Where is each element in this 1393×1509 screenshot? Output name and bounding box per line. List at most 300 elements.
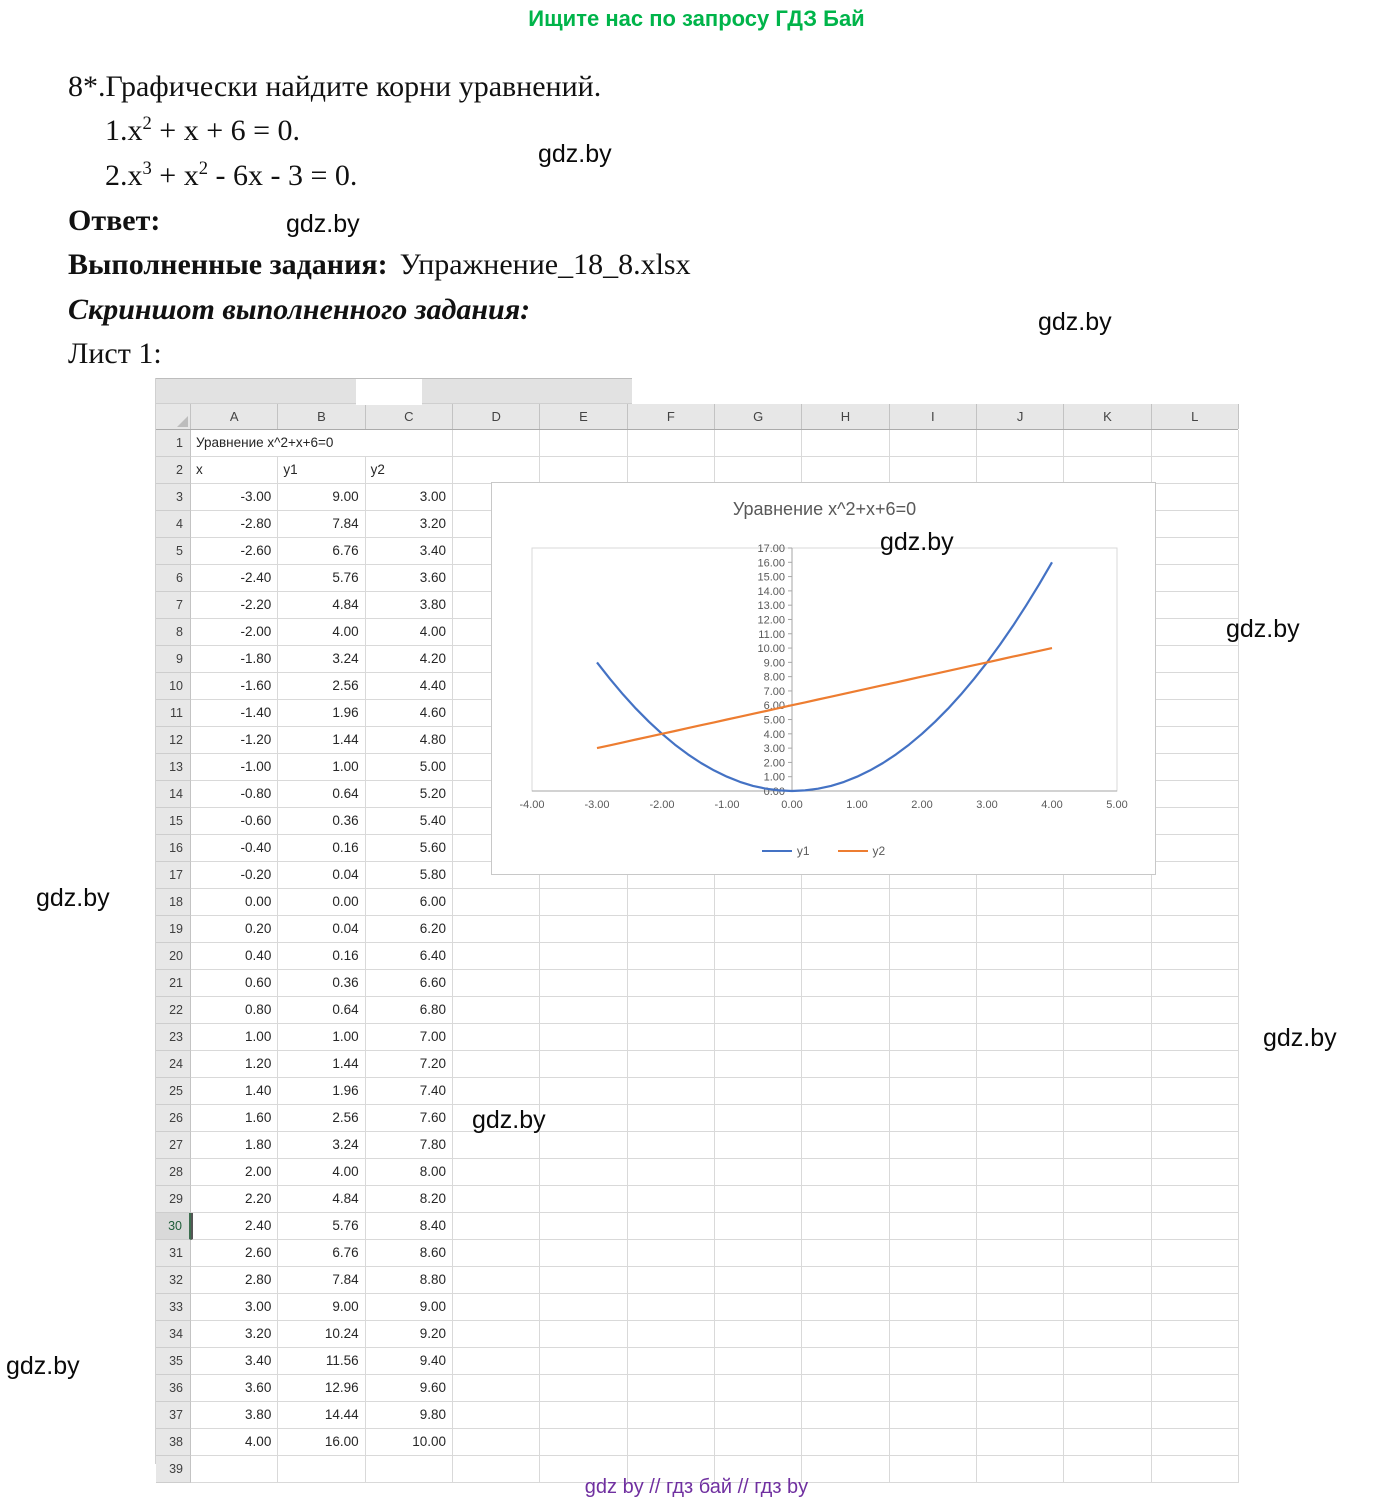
cell-A19[interactable]: 0.20	[191, 916, 278, 943]
row-header-34[interactable]: 34	[156, 1321, 191, 1348]
cell-A2[interactable]: x	[191, 457, 278, 484]
cell-E33[interactable]	[540, 1294, 627, 1321]
cell-I30[interactable]	[890, 1213, 977, 1240]
cell-C26[interactable]: 7.60	[366, 1105, 453, 1132]
cell-D38[interactable]	[453, 1429, 540, 1456]
cell-B14[interactable]: 0.64	[278, 781, 365, 808]
cell-L32[interactable]	[1152, 1267, 1239, 1294]
cell-K32[interactable]	[1064, 1267, 1151, 1294]
cell-F31[interactable]	[628, 1240, 715, 1267]
cell-F24[interactable]	[628, 1051, 715, 1078]
column-header-K[interactable]: K	[1064, 404, 1151, 429]
cell-C5[interactable]: 3.40	[366, 538, 453, 565]
cell-G19[interactable]	[715, 916, 802, 943]
column-header-H[interactable]: H	[802, 404, 889, 429]
column-header-E[interactable]: E	[540, 404, 627, 429]
row-header-29[interactable]: 29	[156, 1186, 191, 1213]
cell-L10[interactable]	[1152, 673, 1239, 700]
cell-C16[interactable]: 5.60	[366, 835, 453, 862]
row-header-9[interactable]: 9	[156, 646, 191, 673]
cell-J22[interactable]	[977, 997, 1064, 1024]
cell-D28[interactable]	[453, 1159, 540, 1186]
cell-C15[interactable]: 5.40	[366, 808, 453, 835]
cell-F32[interactable]	[628, 1267, 715, 1294]
cell-E25[interactable]	[540, 1078, 627, 1105]
cell-A1[interactable]: Уравнение x^2+x+6=0	[191, 430, 453, 457]
cell-C21[interactable]: 6.60	[366, 970, 453, 997]
cell-L37[interactable]	[1152, 1402, 1239, 1429]
cell-L14[interactable]	[1152, 781, 1239, 808]
cell-L30[interactable]	[1152, 1213, 1239, 1240]
row-header-33[interactable]: 33	[156, 1294, 191, 1321]
cell-K31[interactable]	[1064, 1240, 1151, 1267]
cell-H23[interactable]	[802, 1024, 889, 1051]
cell-A10[interactable]: -1.60	[191, 673, 278, 700]
row-header-22[interactable]: 22	[156, 997, 191, 1024]
cell-B28[interactable]: 4.00	[278, 1159, 365, 1186]
cell-B9[interactable]: 3.24	[278, 646, 365, 673]
cell-K33[interactable]	[1064, 1294, 1151, 1321]
row-header-35[interactable]: 35	[156, 1348, 191, 1375]
cell-B16[interactable]: 0.16	[278, 835, 365, 862]
cell-B22[interactable]: 0.64	[278, 997, 365, 1024]
cell-B5[interactable]: 6.76	[278, 538, 365, 565]
cell-K24[interactable]	[1064, 1051, 1151, 1078]
cell-I1[interactable]	[890, 430, 977, 457]
cell-F27[interactable]	[628, 1132, 715, 1159]
cell-A3[interactable]: -3.00	[191, 484, 278, 511]
cell-J27[interactable]	[977, 1132, 1064, 1159]
cell-A29[interactable]: 2.20	[191, 1186, 278, 1213]
cell-I33[interactable]	[890, 1294, 977, 1321]
cell-L16[interactable]	[1152, 835, 1239, 862]
cell-L24[interactable]	[1152, 1051, 1239, 1078]
cell-E30[interactable]	[540, 1213, 627, 1240]
cell-E20[interactable]	[540, 943, 627, 970]
cell-B8[interactable]: 4.00	[278, 619, 365, 646]
row-header-13[interactable]: 13	[156, 754, 191, 781]
cell-F30[interactable]	[628, 1213, 715, 1240]
cell-H37[interactable]	[802, 1402, 889, 1429]
cell-A9[interactable]: -1.80	[191, 646, 278, 673]
cell-C35[interactable]: 9.40	[366, 1348, 453, 1375]
cell-A25[interactable]: 1.40	[191, 1078, 278, 1105]
cell-B30[interactable]: 5.76	[278, 1213, 365, 1240]
cell-C22[interactable]: 6.80	[366, 997, 453, 1024]
cell-F28[interactable]	[628, 1159, 715, 1186]
cell-K36[interactable]	[1064, 1375, 1151, 1402]
cell-L1[interactable]	[1152, 430, 1239, 457]
cell-B34[interactable]: 10.24	[278, 1321, 365, 1348]
cell-J28[interactable]	[977, 1159, 1064, 1186]
cell-B26[interactable]: 2.56	[278, 1105, 365, 1132]
cell-A31[interactable]: 2.60	[191, 1240, 278, 1267]
cell-I31[interactable]	[890, 1240, 977, 1267]
cell-B25[interactable]: 1.96	[278, 1078, 365, 1105]
cell-E36[interactable]	[540, 1375, 627, 1402]
cell-A27[interactable]: 1.80	[191, 1132, 278, 1159]
cell-F26[interactable]	[628, 1105, 715, 1132]
cell-B33[interactable]: 9.00	[278, 1294, 365, 1321]
cell-E38[interactable]	[540, 1429, 627, 1456]
cell-G18[interactable]	[715, 889, 802, 916]
cell-B13[interactable]: 1.00	[278, 754, 365, 781]
cell-A37[interactable]: 3.80	[191, 1402, 278, 1429]
cell-D19[interactable]	[453, 916, 540, 943]
cell-D1[interactable]	[453, 430, 540, 457]
cell-C9[interactable]: 4.20	[366, 646, 453, 673]
cell-G31[interactable]	[715, 1240, 802, 1267]
row-header-21[interactable]: 21	[156, 970, 191, 997]
cell-B23[interactable]: 1.00	[278, 1024, 365, 1051]
cell-C37[interactable]: 9.80	[366, 1402, 453, 1429]
cell-L38[interactable]	[1152, 1429, 1239, 1456]
cell-I18[interactable]	[890, 889, 977, 916]
cell-F34[interactable]	[628, 1321, 715, 1348]
cell-C8[interactable]: 4.00	[366, 619, 453, 646]
cell-J29[interactable]	[977, 1186, 1064, 1213]
row-header-25[interactable]: 25	[156, 1078, 191, 1105]
cell-B21[interactable]: 0.36	[278, 970, 365, 997]
cell-B32[interactable]: 7.84	[278, 1267, 365, 1294]
column-header-G[interactable]: G	[715, 404, 802, 429]
cell-A22[interactable]: 0.80	[191, 997, 278, 1024]
cell-K23[interactable]	[1064, 1024, 1151, 1051]
cell-A30[interactable]: 2.40	[191, 1213, 278, 1240]
cell-K19[interactable]	[1064, 916, 1151, 943]
cell-I37[interactable]	[890, 1402, 977, 1429]
cell-D34[interactable]	[453, 1321, 540, 1348]
cell-C36[interactable]: 9.60	[366, 1375, 453, 1402]
cell-A35[interactable]: 3.40	[191, 1348, 278, 1375]
cell-J34[interactable]	[977, 1321, 1064, 1348]
cell-B6[interactable]: 5.76	[278, 565, 365, 592]
cell-L36[interactable]	[1152, 1375, 1239, 1402]
cell-L31[interactable]	[1152, 1240, 1239, 1267]
cell-H30[interactable]	[802, 1213, 889, 1240]
row-header-20[interactable]: 20	[156, 943, 191, 970]
column-header-A[interactable]: A	[191, 404, 278, 429]
cell-C38[interactable]: 10.00	[366, 1429, 453, 1456]
cell-H1[interactable]	[802, 430, 889, 457]
row-header-17[interactable]: 17	[156, 862, 191, 889]
cell-E18[interactable]	[540, 889, 627, 916]
cell-C18[interactable]: 6.00	[366, 889, 453, 916]
cell-E29[interactable]	[540, 1186, 627, 1213]
cell-D37[interactable]	[453, 1402, 540, 1429]
cell-D2[interactable]	[453, 457, 540, 484]
cell-J26[interactable]	[977, 1105, 1064, 1132]
cell-J31[interactable]	[977, 1240, 1064, 1267]
cell-K25[interactable]	[1064, 1078, 1151, 1105]
cell-D24[interactable]	[453, 1051, 540, 1078]
cell-I21[interactable]	[890, 970, 977, 997]
cell-A8[interactable]: -2.00	[191, 619, 278, 646]
cell-F18[interactable]	[628, 889, 715, 916]
cell-G27[interactable]	[715, 1132, 802, 1159]
cell-L13[interactable]	[1152, 754, 1239, 781]
cell-K29[interactable]	[1064, 1186, 1151, 1213]
row-header-2[interactable]: 2	[156, 457, 191, 484]
cell-G23[interactable]	[715, 1024, 802, 1051]
cell-G37[interactable]	[715, 1402, 802, 1429]
cell-G33[interactable]	[715, 1294, 802, 1321]
cell-E24[interactable]	[540, 1051, 627, 1078]
cell-L25[interactable]	[1152, 1078, 1239, 1105]
row-header-18[interactable]: 18	[156, 889, 191, 916]
cell-C33[interactable]: 9.00	[366, 1294, 453, 1321]
cell-G34[interactable]	[715, 1321, 802, 1348]
cell-A12[interactable]: -1.20	[191, 727, 278, 754]
cell-C2[interactable]: y2	[366, 457, 453, 484]
cell-J20[interactable]	[977, 943, 1064, 970]
cell-A32[interactable]: 2.80	[191, 1267, 278, 1294]
row-header-28[interactable]: 28	[156, 1159, 191, 1186]
cell-K2[interactable]	[1064, 457, 1151, 484]
cell-E34[interactable]	[540, 1321, 627, 1348]
row-header-7[interactable]: 7	[156, 592, 191, 619]
cell-G35[interactable]	[715, 1348, 802, 1375]
cell-F38[interactable]	[628, 1429, 715, 1456]
cell-G2[interactable]	[715, 457, 802, 484]
cell-A7[interactable]: -2.20	[191, 592, 278, 619]
cell-L26[interactable]	[1152, 1105, 1239, 1132]
cell-C25[interactable]: 7.40	[366, 1078, 453, 1105]
cell-F19[interactable]	[628, 916, 715, 943]
cell-K20[interactable]	[1064, 943, 1151, 970]
cell-L21[interactable]	[1152, 970, 1239, 997]
cell-L15[interactable]	[1152, 808, 1239, 835]
cell-A5[interactable]: -2.60	[191, 538, 278, 565]
cell-J18[interactable]	[977, 889, 1064, 916]
cell-D20[interactable]	[453, 943, 540, 970]
cell-E22[interactable]	[540, 997, 627, 1024]
row-header-5[interactable]: 5	[156, 538, 191, 565]
cell-A6[interactable]: -2.40	[191, 565, 278, 592]
cell-L19[interactable]	[1152, 916, 1239, 943]
cell-C14[interactable]: 5.20	[366, 781, 453, 808]
cell-F2[interactable]	[628, 457, 715, 484]
cell-H27[interactable]	[802, 1132, 889, 1159]
row-header-10[interactable]: 10	[156, 673, 191, 700]
row-header-24[interactable]: 24	[156, 1051, 191, 1078]
cell-G29[interactable]	[715, 1186, 802, 1213]
cell-A16[interactable]: -0.40	[191, 835, 278, 862]
cell-D36[interactable]	[453, 1375, 540, 1402]
row-header-32[interactable]: 32	[156, 1267, 191, 1294]
cell-B10[interactable]: 2.56	[278, 673, 365, 700]
cell-E2[interactable]	[540, 457, 627, 484]
cell-B36[interactable]: 12.96	[278, 1375, 365, 1402]
cell-A26[interactable]: 1.60	[191, 1105, 278, 1132]
cell-G20[interactable]	[715, 943, 802, 970]
cell-L12[interactable]	[1152, 727, 1239, 754]
cell-H2[interactable]	[802, 457, 889, 484]
cell-E31[interactable]	[540, 1240, 627, 1267]
cell-F22[interactable]	[628, 997, 715, 1024]
cell-K30[interactable]	[1064, 1213, 1151, 1240]
cell-C11[interactable]: 4.60	[366, 700, 453, 727]
cell-D21[interactable]	[453, 970, 540, 997]
cell-J33[interactable]	[977, 1294, 1064, 1321]
cell-J30[interactable]	[977, 1213, 1064, 1240]
cell-L2[interactable]	[1152, 457, 1239, 484]
cell-L27[interactable]	[1152, 1132, 1239, 1159]
cell-J36[interactable]	[977, 1375, 1064, 1402]
cell-A17[interactable]: -0.20	[191, 862, 278, 889]
cell-B18[interactable]: 0.00	[278, 889, 365, 916]
cell-H31[interactable]	[802, 1240, 889, 1267]
cell-B31[interactable]: 6.76	[278, 1240, 365, 1267]
cell-L34[interactable]	[1152, 1321, 1239, 1348]
cell-J35[interactable]	[977, 1348, 1064, 1375]
cell-J1[interactable]	[977, 430, 1064, 457]
cell-J21[interactable]	[977, 970, 1064, 997]
select-all-corner[interactable]	[156, 404, 191, 429]
cell-E28[interactable]	[540, 1159, 627, 1186]
cell-B17[interactable]: 0.04	[278, 862, 365, 889]
cell-L6[interactable]	[1152, 565, 1239, 592]
cell-B12[interactable]: 1.44	[278, 727, 365, 754]
cell-I36[interactable]	[890, 1375, 977, 1402]
cell-A18[interactable]: 0.00	[191, 889, 278, 916]
column-header-J[interactable]: J	[977, 404, 1064, 429]
cell-K21[interactable]	[1064, 970, 1151, 997]
cell-D25[interactable]	[453, 1078, 540, 1105]
cell-K28[interactable]	[1064, 1159, 1151, 1186]
row-header-11[interactable]: 11	[156, 700, 191, 727]
cell-L20[interactable]	[1152, 943, 1239, 970]
cell-A14[interactable]: -0.80	[191, 781, 278, 808]
cell-H19[interactable]	[802, 916, 889, 943]
cell-G36[interactable]	[715, 1375, 802, 1402]
cell-G25[interactable]	[715, 1078, 802, 1105]
column-header-B[interactable]: B	[278, 404, 365, 429]
cell-C30[interactable]: 8.40	[366, 1213, 453, 1240]
row-header-12[interactable]: 12	[156, 727, 191, 754]
cell-B20[interactable]: 0.16	[278, 943, 365, 970]
cell-F35[interactable]	[628, 1348, 715, 1375]
cell-H36[interactable]	[802, 1375, 889, 1402]
cell-A13[interactable]: -1.00	[191, 754, 278, 781]
cell-C12[interactable]: 4.80	[366, 727, 453, 754]
cell-I24[interactable]	[890, 1051, 977, 1078]
cell-B7[interactable]: 4.84	[278, 592, 365, 619]
cell-I29[interactable]	[890, 1186, 977, 1213]
cell-C17[interactable]: 5.80	[366, 862, 453, 889]
cell-A36[interactable]: 3.60	[191, 1375, 278, 1402]
cell-L17[interactable]	[1152, 862, 1239, 889]
cell-L18[interactable]	[1152, 889, 1239, 916]
cell-C32[interactable]: 8.80	[366, 1267, 453, 1294]
column-header-C[interactable]: C	[366, 404, 453, 429]
cell-J2[interactable]	[977, 457, 1064, 484]
cell-L29[interactable]	[1152, 1186, 1239, 1213]
cell-A23[interactable]: 1.00	[191, 1024, 278, 1051]
column-header-F[interactable]: F	[628, 404, 715, 429]
cell-J24[interactable]	[977, 1051, 1064, 1078]
cell-A20[interactable]: 0.40	[191, 943, 278, 970]
cell-G1[interactable]	[715, 430, 802, 457]
cell-J32[interactable]	[977, 1267, 1064, 1294]
cell-I27[interactable]	[890, 1132, 977, 1159]
cell-A34[interactable]: 3.20	[191, 1321, 278, 1348]
cell-F29[interactable]	[628, 1186, 715, 1213]
cell-I2[interactable]	[890, 457, 977, 484]
cell-L23[interactable]	[1152, 1024, 1239, 1051]
cell-C34[interactable]: 9.20	[366, 1321, 453, 1348]
cell-B15[interactable]: 0.36	[278, 808, 365, 835]
cell-A38[interactable]: 4.00	[191, 1429, 278, 1456]
column-header-D[interactable]: D	[453, 404, 540, 429]
cell-J19[interactable]	[977, 916, 1064, 943]
cell-I32[interactable]	[890, 1267, 977, 1294]
column-header-I[interactable]: I	[890, 404, 977, 429]
cell-H20[interactable]	[802, 943, 889, 970]
cell-D18[interactable]	[453, 889, 540, 916]
row-header-36[interactable]: 36	[156, 1375, 191, 1402]
cell-B11[interactable]: 1.96	[278, 700, 365, 727]
cell-C29[interactable]: 8.20	[366, 1186, 453, 1213]
cell-B37[interactable]: 14.44	[278, 1402, 365, 1429]
cell-A11[interactable]: -1.40	[191, 700, 278, 727]
cell-F33[interactable]	[628, 1294, 715, 1321]
cell-H34[interactable]	[802, 1321, 889, 1348]
cell-B35[interactable]: 11.56	[278, 1348, 365, 1375]
cell-K1[interactable]	[1064, 430, 1151, 457]
cell-D23[interactable]	[453, 1024, 540, 1051]
row-header-37[interactable]: 37	[156, 1402, 191, 1429]
cell-H38[interactable]	[802, 1429, 889, 1456]
cell-L11[interactable]	[1152, 700, 1239, 727]
cell-K35[interactable]	[1064, 1348, 1151, 1375]
cell-B38[interactable]: 16.00	[278, 1429, 365, 1456]
cell-H22[interactable]	[802, 997, 889, 1024]
cell-L33[interactable]	[1152, 1294, 1239, 1321]
cell-D35[interactable]	[453, 1348, 540, 1375]
cell-F25[interactable]	[628, 1078, 715, 1105]
cell-H33[interactable]	[802, 1294, 889, 1321]
cell-K37[interactable]	[1064, 1402, 1151, 1429]
cell-D27[interactable]	[453, 1132, 540, 1159]
cell-G30[interactable]	[715, 1213, 802, 1240]
cell-E37[interactable]	[540, 1402, 627, 1429]
cell-E21[interactable]	[540, 970, 627, 997]
cell-A28[interactable]: 2.00	[191, 1159, 278, 1186]
cell-I38[interactable]	[890, 1429, 977, 1456]
cell-B2[interactable]: y1	[278, 457, 365, 484]
column-header-L[interactable]: L	[1152, 404, 1239, 429]
cell-F21[interactable]	[628, 970, 715, 997]
cell-D32[interactable]	[453, 1267, 540, 1294]
cell-A24[interactable]: 1.20	[191, 1051, 278, 1078]
cell-B4[interactable]: 7.84	[278, 511, 365, 538]
cell-C13[interactable]: 5.00	[366, 754, 453, 781]
cell-L3[interactable]	[1152, 484, 1239, 511]
cell-E35[interactable]	[540, 1348, 627, 1375]
cell-K18[interactable]	[1064, 889, 1151, 916]
cell-I20[interactable]	[890, 943, 977, 970]
cell-E27[interactable]	[540, 1132, 627, 1159]
cell-L9[interactable]	[1152, 646, 1239, 673]
cell-H29[interactable]	[802, 1186, 889, 1213]
cell-F36[interactable]	[628, 1375, 715, 1402]
cell-G38[interactable]	[715, 1429, 802, 1456]
cell-K27[interactable]	[1064, 1132, 1151, 1159]
cell-E1[interactable]	[540, 430, 627, 457]
cell-D29[interactable]	[453, 1186, 540, 1213]
cell-B24[interactable]: 1.44	[278, 1051, 365, 1078]
